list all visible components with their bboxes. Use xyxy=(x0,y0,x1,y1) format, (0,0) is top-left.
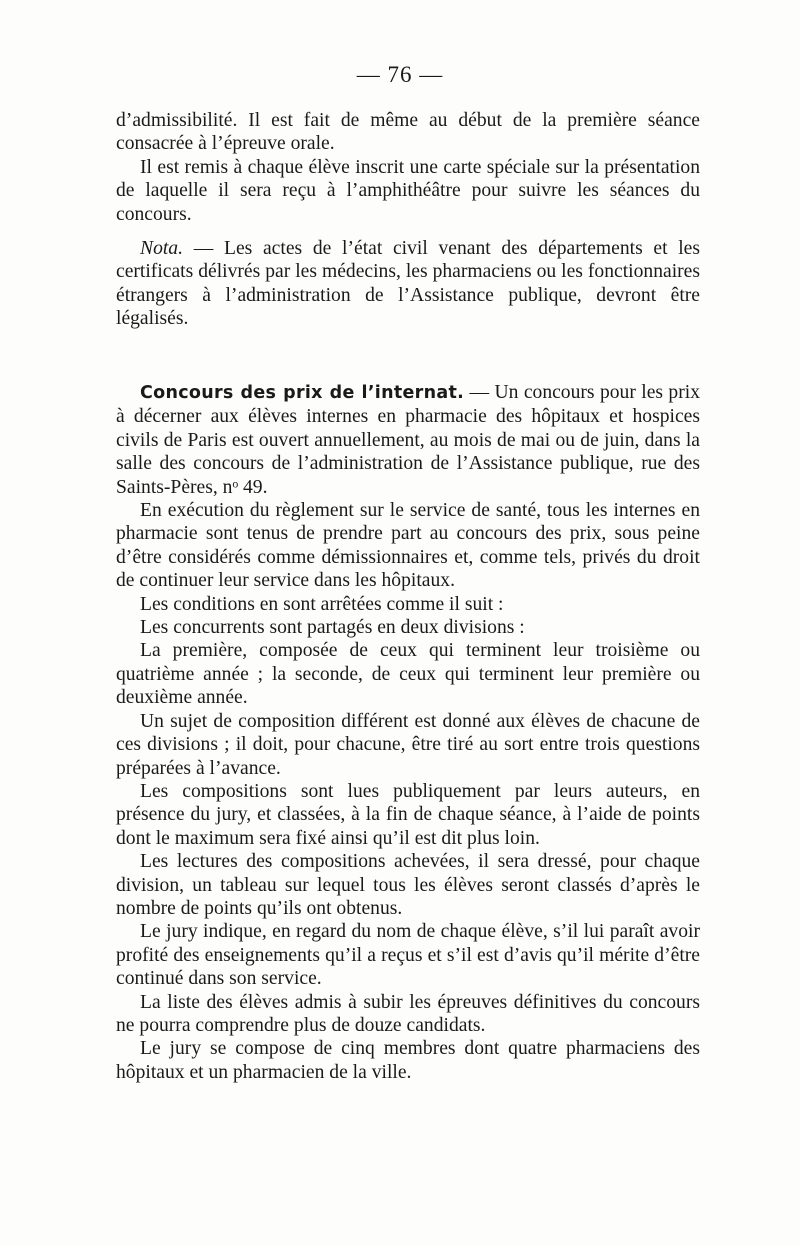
paragraph: d’admissibilité. Il est fait de même au début de la première séance consacrée à l’épreuve orale. xyxy=(116,110,700,155)
paragraph: Il est remis à chaque élève inscrit une carte spéciale sur la présentation de laquelle il sera reçu à l’amphithéâtre pour suivre les séances du concours. xyxy=(116,156,700,225)
paragraph: Les concurrents sont partagés en deux divisions : xyxy=(140,617,525,639)
section-heading: Concours des prix de l’internat. xyxy=(140,383,465,403)
page-number: — 76 — xyxy=(356,62,444,87)
paragraph-text: — Un concours pour les prix à décerner aux élèves internes en pharmacie des hôpitaux et hospices civils de Paris est ouvert annuellement, au mois de mai ou de juin, dans la salle des concours de l’administration de l’Assistance publique, rue des Saints-Pères, nᵒ 49. xyxy=(116,382,700,498)
paragraph: Le jury indique, en regard du nom de chaque élève, s’il lui paraît avoir profité des enseignements qu’il a reçus et s’il est d’avis qu’il mérite d’être continué dans son service. xyxy=(116,921,700,990)
paragraph: Les lectures des compositions achevées, il sera dressé, pour chaque division, un tableau sur lequel tous les élèves seront classés d’après le nombre de points qu’ils ont obtenus. xyxy=(116,851,700,919)
paragraph: La liste des élèves admis à subir les épreuves définitives du concours ne pourra comprendre plus de douze candidats. xyxy=(116,991,700,1036)
text-block-top xyxy=(116,109,700,331)
text-block-main xyxy=(116,381,700,1084)
paragraph: Un sujet de composition différent est donné aux élèves de chacune de ces divisions ; il doit, pour chacune, être tiré au sort entre trois questions préparées à l’avance. xyxy=(116,710,700,779)
nota-paragraph xyxy=(116,237,700,331)
paragraph: Le jury se compose de cinq membres dont quatre pharmaciens des hôpitaux et un pharmacien de la ville. xyxy=(116,1038,700,1083)
paragraph: Les compositions sont lues publiquement par leurs auteurs, en présence du jury, et classées, à la fin de chaque séance, à l’aide de points dont le maximum sera fixé ainsi qu’il est dit plus loin. xyxy=(116,780,700,849)
paragraph: En exécution du règlement sur le service de santé, tous les internes en pharmacie sont tenus de prendre part au concours des prix, sous peine d’être considérés comme démissionnaires et, comme tels, privés du droit de continuer leur service dans les hôpitaux. xyxy=(116,500,700,592)
paragraph: Les conditions en sont arrêtées comme il suit : xyxy=(140,593,504,615)
paragraph: La première, composée de ceux qui terminent leur troisième ou quatrième année ; la seconde, de ceux qui terminent leur première ou deuxième année. xyxy=(116,640,700,709)
nota-label: Nota. xyxy=(140,238,184,260)
section-intro-paragraph xyxy=(116,381,700,499)
nota-text: — Les actes de l’état civil venant des départements et les certificats délivrés par les médecins, les pharmaciens ou les fonctionnaires étrangers à l’administration de l’Assistance publique, devront être légalisés. xyxy=(116,238,700,330)
